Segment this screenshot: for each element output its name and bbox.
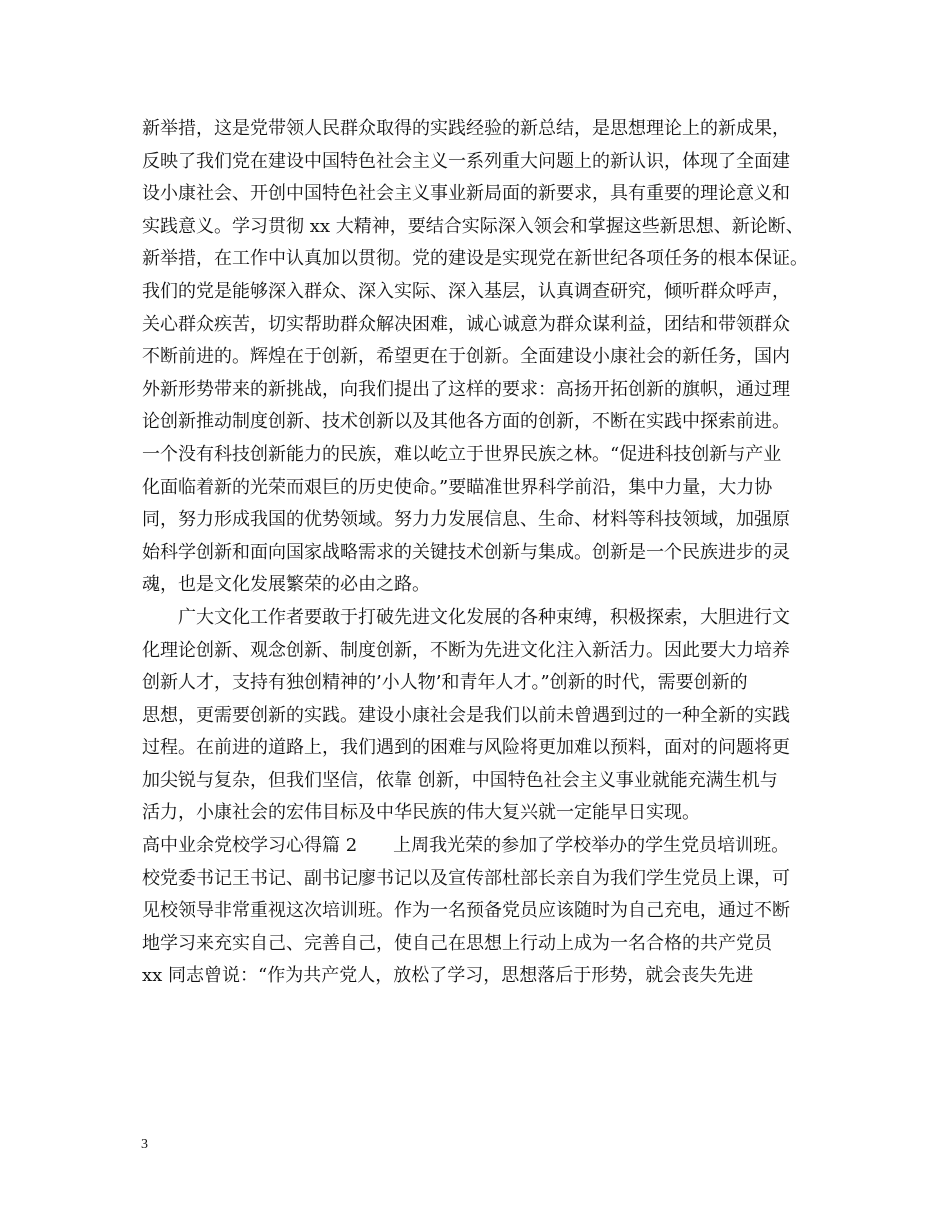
text-line: 始科学创新和面向国家战略需求的关键技术创新与集成。创新是一个民族进步的灵: [142, 541, 790, 563]
text-line: 活力，小康社会的宏伟目标及中华民族的伟大复兴就一定能早日实现。: [142, 802, 700, 824]
text-line: 实践意义。学习贯彻 xx 大精神，要结合实际深入领会和掌握这些新思想、新论断、: [142, 215, 804, 237]
text-line: 反映了我们党在建设中国特色社会主义一系列重大问题上的新认识，体现了全面建: [142, 150, 790, 172]
text-line: 魂，也是文化发展繁荣的必由之路。: [142, 574, 430, 596]
text-line: 关心群众疾苦，切实帮助群众解决困难，诚心诚意为群众谋利益，团结和带领群众: [142, 313, 790, 335]
text-line: 论创新推动制度创新、技术创新以及其他各方面的创新，不断在实践中探索前进。: [142, 411, 790, 433]
text-line: 见校领导非常重视这次培训班。作为一名预备党员应该随时为自己充电，通过不断: [142, 900, 790, 922]
text-line: 高中业余党校学习心得篇 2 上周我光荣的参加了学校举办的学生党员培训班。: [142, 835, 790, 857]
text-line: 思想，更需要创新的实践。建设小康社会是我们以前未曾遇到过的一种全新的实践: [142, 704, 790, 726]
text-line: 创新人才，支持有独创精神的’小人物’和青年人才。”创新的时代，需要创新的: [142, 672, 748, 694]
body-text: [142, 113, 822, 993]
text-line: 不断前进的。辉煌在于创新，希望更在于创新。全面建设小康社会的新任务，国内: [142, 346, 790, 368]
text-line: 新举措，这是党带领人民群众取得的实践经验的新总结，是思想理论上的新成果，: [142, 118, 790, 139]
text-line: 新举措，在工作中认真加以贯彻。党的建设是实现党在新世纪各项任务的根本保证。: [142, 248, 808, 270]
text-line: xx 同志曾说：“作为共产党人，放松了学习，思想落后于形势，就会丧失先进: [142, 965, 754, 987]
page-number: 3: [141, 1137, 148, 1152]
text-line: 化面临着新的光荣而艰巨的历史使命。”要瞄准世界科学前沿，集中力量，大力协: [142, 476, 773, 498]
text-line: 外新形势带来的新挑战，向我们提出了这样的要求：高扬开拓创新的旗帜，通过理: [142, 378, 790, 400]
text-line: 过程。在前进的道路上，我们遇到的困难与风险将更加难以预料，面对的问题将更: [142, 737, 790, 759]
text-line: 设小康社会、开创中国特色社会主义事业新局面的新要求，具有重要的理论意义和: [142, 183, 790, 205]
text-line: 同，努力形成我国的优势领域。努力力发展信息、生命、材料等科技领域，加强原: [142, 509, 790, 531]
text-line: 化理论创新、观念创新、制度创新，不断为先进文化注入新活力。因此要大力培养: [142, 639, 790, 661]
text-line: 广大文化工作者要敢于打破先进文化发展的各种束缚，积极探索，大胆进行文: [178, 606, 790, 628]
text-line: 校党委书记王书记、副书记廖书记以及宣传部杜部长亲自为我们学生党员上课，可: [142, 867, 790, 889]
text-line: 地学习来充实自己、完善自己，使自己在思想上行动上成为一名合格的共产党员: [142, 932, 772, 954]
text-line: 一个没有科技创新能力的民族，难以屹立于世界民族之林。“促进科技创新与产业: [142, 443, 782, 465]
text-line: 我们的党是能够深入群众、深入实际、深入基层，认真调查研究，倾听群众呼声，: [142, 280, 790, 302]
text-line: 加尖锐与复杂，但我们坚信，依靠 创新，中国特色社会主义事业就能充满生机与: [142, 769, 778, 791]
